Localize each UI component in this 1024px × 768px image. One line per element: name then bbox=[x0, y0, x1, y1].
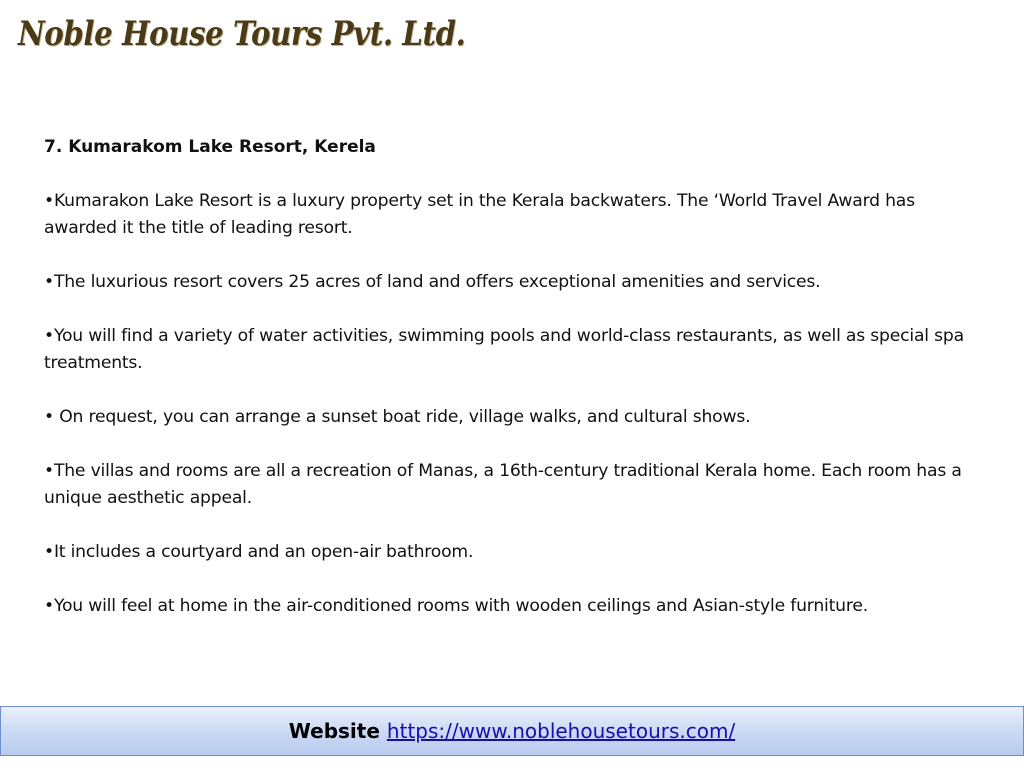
website-label: Website bbox=[288, 719, 380, 743]
website-link[interactable]: https://www.noblehousetours.com/ bbox=[386, 719, 736, 743]
bullet-paragraph: •The luxurious resort covers 25 acres of land and offers exceptional amenities and services. bbox=[44, 272, 821, 292]
bullet-paragraph: •It includes a courtyard and an open-air bathroom. bbox=[44, 542, 474, 562]
website-footer-bar bbox=[0, 706, 1024, 756]
bullet-paragraph: •You will feel at home in the air-conditioned rooms with wooden ceilings and Asian-style furniture. bbox=[44, 596, 868, 616]
page-title: 7. Kumarakom Lake Resort, Kerela bbox=[44, 137, 376, 157]
bullet-paragraph: •Kumarakon Lake Resort is a luxury property set in the Kerala backwaters. The ‘World Travel Award has awarded it the title of leading resort. bbox=[44, 191, 915, 238]
bullet-paragraph: • On request, you can arrange a sunset boat ride, village walks, and cultural shows. bbox=[44, 407, 751, 427]
slide-content bbox=[44, 134, 984, 647]
bullet-paragraph: •The villas and rooms are all a recreation of Manas, a 16th-century traditional Kerala home. Each room has a unique aesthetic appeal. bbox=[44, 461, 962, 508]
brand-logo: Noble House Tours Pvt. Ltd. bbox=[18, 14, 466, 54]
bullet-paragraph: •You will find a variety of water activities, swimming pools and world-class restaurants, as well as special spa treatments. bbox=[44, 326, 964, 373]
